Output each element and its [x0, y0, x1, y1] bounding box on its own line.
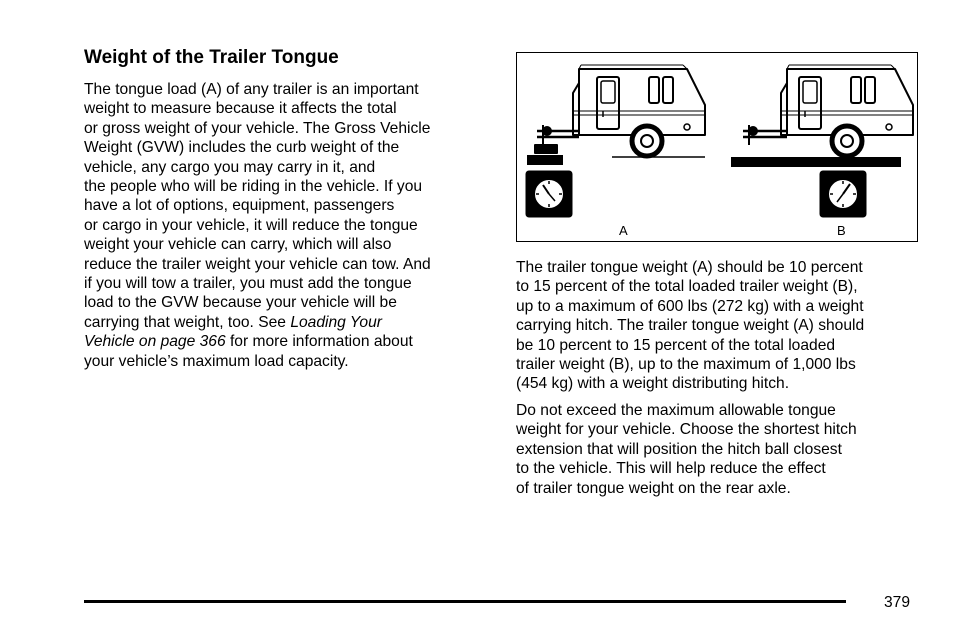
text-line: to 15 percent of the total loaded trailer weight (B),: [516, 278, 858, 296]
text-line: load to the GVW because your vehicle will be: [84, 294, 397, 312]
figure-label-a: A: [619, 223, 628, 238]
figure-label-b: B: [837, 223, 846, 238]
text-line: [84, 313, 431, 332]
intro-paragraph: [84, 80, 431, 371]
text-line: reduce the trailer weight your vehicle can tow. And: [84, 255, 431, 273]
text-line: The trailer tongue weight (A) should be 10 percent: [516, 259, 863, 276]
text-line: weight for your vehicle. Choose the shortest hitch: [516, 421, 857, 439]
scale-b-icon: [820, 171, 866, 217]
text-line: Do not exceed the maximum allowable tongue: [516, 402, 836, 419]
footer-rule: [84, 600, 846, 603]
text-line: up to a maximum of 600 lbs (272 kg) with a weight: [516, 297, 864, 315]
text-line: your vehicle’s maximum load capacity.: [84, 352, 349, 370]
text-line: The tongue load (A) of any trailer is an important: [84, 81, 419, 98]
text-line: weight your vehicle can carry, which will also: [84, 236, 392, 254]
text-fragment: carrying that weight, too. See: [84, 313, 291, 331]
trailer-b-illustration: [743, 65, 913, 156]
cross-reference-link[interactable]: Loading Your: [290, 313, 382, 331]
trailer-a-illustration: [535, 65, 705, 157]
text-line: be 10 percent to 15 percent of the total loaded: [516, 336, 836, 354]
text-line: extension that will position the hitch ball closest: [516, 440, 842, 458]
section-heading: Weight of the Trailer Tongue: [84, 47, 339, 68]
text-line: the people who will be riding in the vehicle. If you: [84, 178, 423, 196]
ground-bar-a: [527, 155, 563, 165]
text-line: if you will tow a trailer, you must add the tongue: [84, 275, 412, 293]
text-line: or cargo in your vehicle, it will reduce the tongue: [84, 216, 418, 234]
page-number: 379: [884, 594, 911, 611]
text-line: to the vehicle. This will help reduce the effect: [516, 460, 826, 478]
text-line: trailer weight (B), up to the maximum of 1,000 lbs: [516, 356, 856, 374]
text-line: carrying hitch. The trailer tongue weight (A) should: [516, 317, 865, 335]
cross-reference-link-continued[interactable]: Vehicle on page 366: [84, 333, 226, 351]
tongue-weight-guideline-paragraph: [516, 258, 864, 394]
text-line: (454 kg) with a weight distributing hitch.: [516, 375, 790, 393]
text-line: of trailer tongue weight on the rear axle.: [516, 479, 791, 497]
ground-bar-b: [731, 157, 901, 167]
text-line: weight to measure because it affects the total: [84, 100, 397, 118]
scale-a-icon: [526, 171, 572, 217]
text-line: have a lot of options, equipment, passengers: [84, 197, 395, 215]
text-fragment: for more information about: [225, 333, 413, 351]
trailer-tongue-weight-illustration: [516, 52, 918, 242]
hitch-advice-paragraph: [516, 401, 857, 498]
text-line: or gross weight of your vehicle. The Gross Vehicle: [84, 119, 431, 137]
text-line: vehicle, any cargo you may carry in it, and: [84, 158, 376, 176]
text-line: Weight (GVW) includes the curb weight of the: [84, 139, 400, 157]
text-line: [84, 332, 431, 351]
